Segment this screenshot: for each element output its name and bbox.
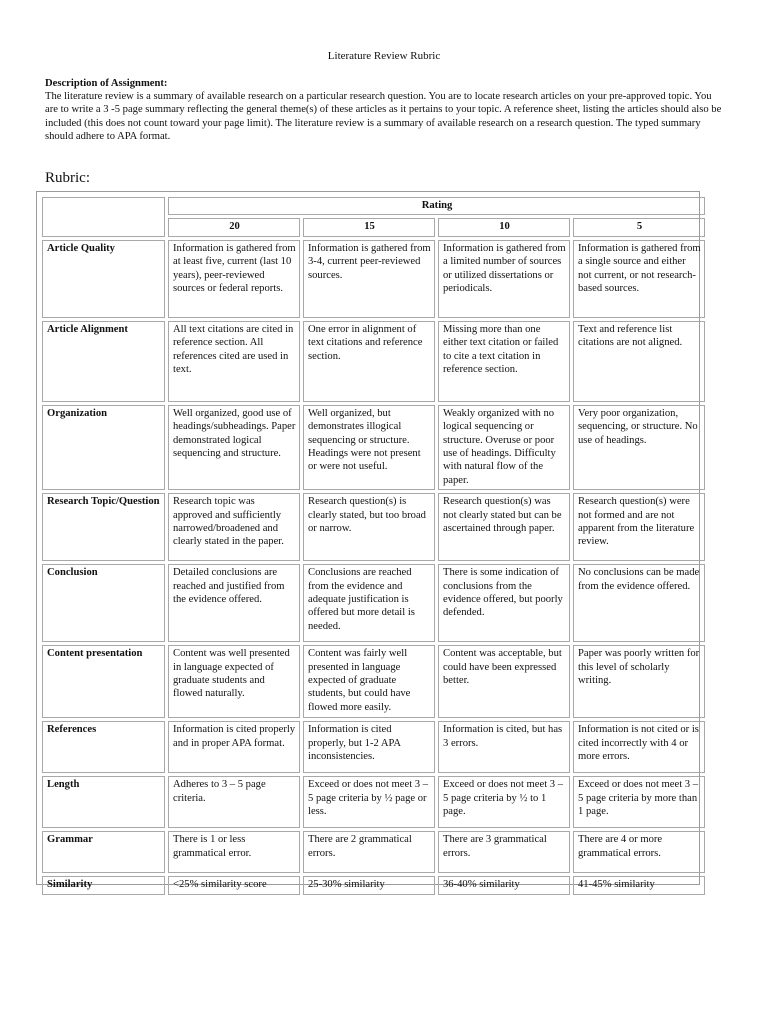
rating-cell: Research question(s) were not formed and are not apparent from the literature review. [573,493,705,561]
score-header: 15 [303,218,435,236]
rubric-table [39,194,708,898]
criterion-cell: References [42,721,165,773]
rating-cell: 41-45% similarity [573,876,705,894]
rating-cell: Adheres to 3 – 5 page criteria. [168,776,300,828]
rating-cell: Missing more than one either text citation or failed to cite a text citation in reference section. [438,321,570,402]
rating-cell: Information is cited, but has 3 errors. [438,721,570,773]
score-header: 10 [438,218,570,236]
rating-header: Rating [168,197,705,215]
rating-cell: <25% similarity score [168,876,300,894]
rating-cell: Information is not cited or is cited incorrectly with 4 or more errors. [573,721,705,773]
rating-cell: Conclusions are reached from the evidence and adequate justification is offered but more detail is needed. [303,564,435,642]
criterion-cell: Similarity [42,876,165,894]
rating-cell: Research question(s) is clearly stated, but too broad or narrow. [303,493,435,561]
rubric-row [42,831,705,873]
rubric-heading: Rubric: [45,170,90,186]
rating-cell: Text and reference list citations are not aligned. [573,321,705,402]
rubric-row [42,493,705,561]
rating-cell: Very poor organization, sequencing, or structure. No use of headings. [573,405,705,490]
criterion-cell: Article Alignment [42,321,165,402]
rating-cell: Content was well presented in language expected of graduate students and flowed naturally. [168,645,300,718]
rating-cell: Well organized, good use of headings/subheadings. Paper demonstrated logical sequencing and structure. [168,405,300,490]
rating-cell: Exceed or does not meet 3 – 5 page criteria by ½ page or less. [303,776,435,828]
rating-cell: Information is gathered from a limited number of sources or utilized dissertations or periodicals. [438,240,570,318]
rating-cell: Paper was poorly written for this level of scholarly writing. [573,645,705,718]
rating-cell: All text citations are cited in reference section. All references cited are used in text. [168,321,300,402]
rubric-row [42,776,705,828]
score-header: 20 [168,218,300,236]
rating-cell: Content was fairly well presented in language expected of graduate students, but could have flowed more easily. [303,645,435,718]
rating-cell: Weakly organized with no logical sequencing or structure. Overuse or poor use of headings. Difficulty with natural flow of the paper. [438,405,570,490]
rating-cell: Information is gathered from at least five, current (last 10 years), peer-reviewed sources or federal reports. [168,240,300,318]
rating-cell: Content was acceptable, but could have been expressed better. [438,645,570,718]
rating-cell: There is some indication of conclusions from the evidence offered, but poorly defended. [438,564,570,642]
criterion-cell: Length [42,776,165,828]
rating-cell: Detailed conclusions are reached and justified from the evidence offered. [168,564,300,642]
rubric-row [42,645,705,718]
rating-cell: There are 2 grammatical errors. [303,831,435,873]
rating-cell: Information is gathered from 3-4, current peer-reviewed sources. [303,240,435,318]
score-header: 5 [573,218,705,236]
rating-cell: 36-40% similarity [438,876,570,894]
criterion-cell: Research Topic/Question [42,493,165,561]
criterion-cell: Organization [42,405,165,490]
document-title: Literature Review Rubric [327,50,441,62]
rubric-row [42,240,705,318]
rating-cell: There are 3 grammatical errors. [438,831,570,873]
rating-cell: Information is cited properly, but 1-2 APA inconsistencies. [303,721,435,773]
rating-cell: 25-30% similarity [303,876,435,894]
description-text: The literature review is a summary of available research on a particular research question. You are to locate research articles on your pre-approved topic. You are to write a 3 -5 page summary reflecting the general theme(s) of these articles as it pertains to your topic. A reference sheet, listing the articles should also be included (this does not count toward your page limit). The literature review is a summary of available research on a research question. The typed summary should adhere to APA format. [45,91,722,142]
criterion-cell: Content presentation [42,645,165,718]
rating-cell: Research topic was approved and sufficiently narrowed/broadened and clearly stated in the paper. [168,493,300,561]
assignment-description [45,77,725,143]
rating-cell: Information is cited properly and in proper APA format. [168,721,300,773]
rating-cell: Well organized, but demonstrates illogical sequencing or structure. Headings were not present or were not useful. [303,405,435,490]
rubric-row [42,721,705,773]
criterion-cell: Article Quality [42,240,165,318]
rating-header-row [42,197,705,215]
rubric-row [42,321,705,402]
corner-cell [42,197,165,237]
rating-cell: Exceed or does not meet 3 – 5 page criteria by more than 1 page. [573,776,705,828]
rubric-row [42,405,705,490]
criterion-cell: Conclusion [42,564,165,642]
rating-cell: Information is gathered from a single source and either not current, or not research-based sources. [573,240,705,318]
description-heading: Description of Assignment: [45,78,168,89]
criterion-cell: Grammar [42,831,165,873]
rating-cell: There is 1 or less grammatical error. [168,831,300,873]
rating-cell: There are 4 or more grammatical errors. [573,831,705,873]
rubric-row [42,876,705,894]
rating-cell: One error in alignment of text citations and reference section. [303,321,435,402]
rating-cell: No conclusions can be made from the evidence offered. [573,564,705,642]
rating-cell: Research question(s) was not clearly stated but can be ascertained through paper. [438,493,570,561]
rubric-row [42,564,705,642]
rating-cell: Exceed or does not meet 3 – 5 page criteria by ½ to 1 page. [438,776,570,828]
